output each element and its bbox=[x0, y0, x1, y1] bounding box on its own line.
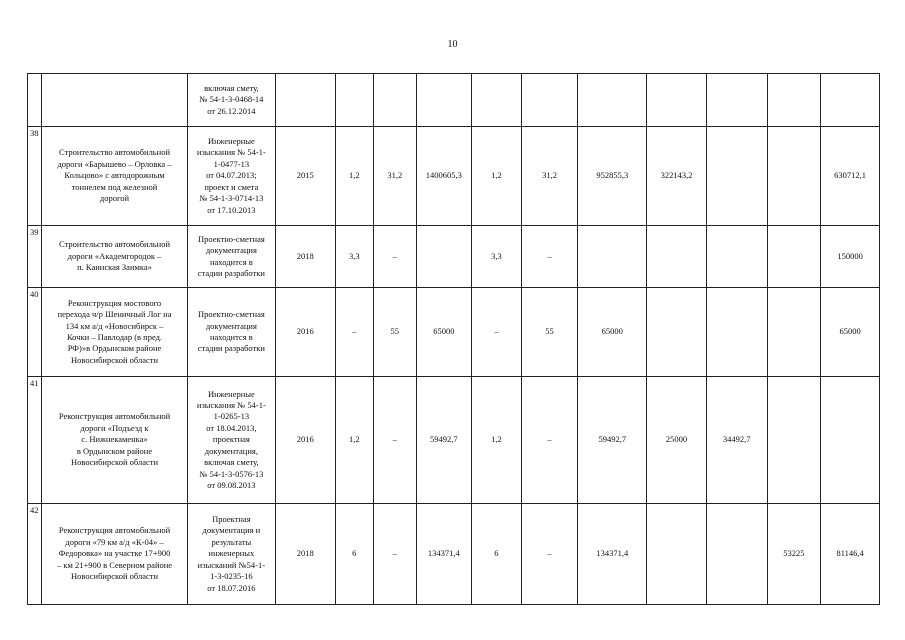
documentation-line: от 04.07.2013; bbox=[206, 170, 257, 181]
row-number: 41 bbox=[28, 377, 42, 504]
documentation-line: результаты bbox=[211, 536, 252, 547]
cell-cost-4 bbox=[706, 127, 767, 226]
cell-cost-total: 65000 bbox=[416, 288, 472, 377]
project-name-line: Новосибирской области bbox=[70, 571, 159, 582]
cell-cost-2: 59492,7 bbox=[578, 377, 647, 504]
cell-length-3: 1,2 bbox=[472, 127, 522, 226]
documentation bbox=[187, 74, 275, 127]
cell-length-3: 3,3 bbox=[472, 226, 522, 288]
cell-year: 2015 bbox=[275, 127, 335, 226]
documentation-line: изысканий №54-1- bbox=[197, 559, 266, 570]
cell-cost-6: 150000 bbox=[821, 226, 880, 288]
cell-length-3: – bbox=[472, 288, 522, 377]
project-name-line: РФ)»в Ордынском районе bbox=[67, 343, 162, 354]
project-name-line: Реконструкция мостового bbox=[67, 297, 162, 308]
documentation-line: от 17.10.2013 bbox=[207, 204, 256, 215]
row-number: 40 bbox=[28, 288, 42, 377]
cell-length-4: – bbox=[521, 226, 578, 288]
cell-cost-total: 1400605,3 bbox=[416, 127, 472, 226]
cell-cost-2: 65000 bbox=[578, 288, 647, 377]
project-name bbox=[42, 377, 188, 504]
cell-year: 2016 bbox=[275, 377, 335, 504]
cell-length-1: 1,2 bbox=[335, 377, 373, 504]
project-name bbox=[42, 226, 188, 288]
project-name-line: – км 21+900 в Северном районе bbox=[56, 559, 173, 570]
cell-cost-5: 53225 bbox=[767, 504, 821, 605]
cell-cost-3 bbox=[647, 74, 707, 127]
cell-cost-4 bbox=[706, 504, 767, 605]
cell-length-2: 31,2 bbox=[374, 127, 416, 226]
cell-length-1: 1,2 bbox=[335, 127, 373, 226]
cell-year bbox=[275, 74, 335, 127]
cell-length-2: – bbox=[374, 226, 416, 288]
documentation bbox=[187, 288, 275, 377]
documentation-line: 1-3-0235-16 bbox=[210, 571, 253, 582]
documentation-line: находится в bbox=[209, 256, 253, 267]
project-name-line: Строительство автомобильной bbox=[58, 147, 171, 158]
cell-length-3: 1,2 bbox=[472, 377, 522, 504]
cell-cost-5 bbox=[767, 127, 821, 226]
cell-length-2: – bbox=[374, 377, 416, 504]
documentation-line: 1-0265-13 bbox=[213, 411, 250, 422]
cell-cost-6 bbox=[821, 74, 880, 127]
documentation-line: от 26.12.2014 bbox=[207, 105, 256, 116]
cell-cost-6: 81146,4 bbox=[821, 504, 880, 605]
project-name-line: в Ордынском районе bbox=[76, 445, 153, 456]
table-row bbox=[28, 504, 880, 605]
cell-cost-total bbox=[416, 74, 472, 127]
project-name-line: 134 км а/д «Новосибирск – bbox=[65, 320, 164, 331]
project-name-line: дороги «Барышево – Орловка – bbox=[57, 158, 172, 169]
project-name-line: тоннелем под железной bbox=[71, 181, 158, 192]
row-number: 39 bbox=[28, 226, 42, 288]
cell-length-2: 55 bbox=[374, 288, 416, 377]
project-name-line: дорогой bbox=[99, 193, 130, 204]
cell-length-4: – bbox=[521, 377, 578, 504]
cell-cost-4 bbox=[706, 74, 767, 127]
documentation bbox=[187, 226, 275, 288]
project-name-line: Новосибирской области bbox=[70, 354, 159, 365]
documentation-line: проект и смета bbox=[204, 181, 259, 192]
project-name bbox=[42, 504, 188, 605]
documentation bbox=[187, 377, 275, 504]
project-name-line: перехода ч/р Шеничный Лог на bbox=[57, 309, 172, 320]
documentation bbox=[187, 127, 275, 226]
cell-cost-total: 134371,4 bbox=[416, 504, 472, 605]
cell-length-1: – bbox=[335, 288, 373, 377]
documentation-line: включая смету, bbox=[204, 457, 259, 468]
cell-length-2 bbox=[374, 74, 416, 127]
cell-cost-2: 952855,3 bbox=[578, 127, 647, 226]
cell-cost-4: 34492,7 bbox=[706, 377, 767, 504]
cell-cost-total bbox=[416, 226, 472, 288]
project-name-line: Реконструкция автомобильной bbox=[58, 411, 171, 422]
project-name bbox=[42, 74, 188, 127]
cell-cost-5 bbox=[767, 377, 821, 504]
cell-cost-5 bbox=[767, 74, 821, 127]
cell-length-1: 3,3 bbox=[335, 226, 373, 288]
project-name-line: Строительство автомобильной bbox=[58, 239, 171, 250]
cell-cost-3 bbox=[647, 288, 707, 377]
project-name-line: Новосибирской области bbox=[70, 457, 159, 468]
cell-cost-3 bbox=[647, 504, 707, 605]
documentation-line: проектная bbox=[212, 434, 250, 445]
project-name-line: Федоровка» на участке 17+900 bbox=[58, 548, 171, 559]
project-name bbox=[42, 288, 188, 377]
cell-cost-6 bbox=[821, 377, 880, 504]
cell-cost-5 bbox=[767, 226, 821, 288]
table-row bbox=[28, 377, 880, 504]
project-name-line: дороги «79 км а/д «К-04» – bbox=[65, 536, 164, 547]
cell-cost-5 bbox=[767, 288, 821, 377]
cell-length-3 bbox=[472, 74, 522, 127]
table-row bbox=[28, 127, 880, 226]
table-row bbox=[28, 288, 880, 377]
project-name-line: Кольцово» с автодорожным bbox=[64, 170, 165, 181]
documentation-line: стадии разработки bbox=[197, 343, 265, 354]
documentation-line: от 09.08.2013 bbox=[207, 479, 256, 490]
row-number: 42 bbox=[28, 504, 42, 605]
cell-length-1: 6 bbox=[335, 504, 373, 605]
page-number: 10 bbox=[447, 39, 458, 50]
project-name-line: дороги «Подъезд к bbox=[80, 422, 149, 433]
documentation-line: документация bbox=[205, 320, 257, 331]
cell-cost-3: 25000 bbox=[647, 377, 707, 504]
cell-length-3: 6 bbox=[472, 504, 522, 605]
cell-cost-3 bbox=[647, 226, 707, 288]
project-name-line: Кочки – Павлодар (в пред. bbox=[66, 332, 163, 342]
cell-length-4: 31,2 bbox=[521, 127, 578, 226]
documentation-line: Проектно-сметная bbox=[198, 233, 265, 244]
project-name-line: дороги «Академгородок – bbox=[67, 250, 162, 261]
documentation-line: Инженерные bbox=[207, 136, 255, 147]
documentation-line: 1-0477-13 bbox=[213, 158, 250, 169]
cell-cost-3: 322143,2 bbox=[647, 127, 707, 226]
documentation-line: Проектно-сметная bbox=[198, 309, 265, 320]
documentation-line: документация, bbox=[204, 445, 258, 456]
documentation-line: изыскания № 54-1- bbox=[196, 147, 266, 158]
cell-cost-2: 134371,4 bbox=[578, 504, 647, 605]
documentation-line: № 54-1-3-0468-14 bbox=[199, 94, 264, 105]
project-name-line: с. Нижнекаменка» bbox=[81, 434, 148, 445]
table-row bbox=[28, 226, 880, 288]
documentation-line: документация bbox=[205, 245, 257, 256]
documentation-line: Проектная bbox=[212, 514, 251, 525]
cell-year: 2018 bbox=[275, 504, 335, 605]
documentation-line: включая смету, bbox=[204, 82, 259, 93]
documentation-line: изыскания № 54-1- bbox=[196, 400, 266, 411]
road-projects-table bbox=[27, 73, 880, 605]
row-number bbox=[28, 74, 42, 127]
cell-cost-2 bbox=[578, 74, 647, 127]
cell-length-4 bbox=[521, 74, 578, 127]
cell-cost-6: 65000 bbox=[821, 288, 880, 377]
documentation-line: от 18.07.2016 bbox=[207, 582, 256, 593]
documentation-line: Инженерные bbox=[207, 388, 255, 399]
documentation bbox=[187, 504, 275, 605]
table-row bbox=[28, 74, 880, 127]
cell-year: 2016 bbox=[275, 288, 335, 377]
documentation-line: № 54-1-3-0576-13 bbox=[199, 468, 264, 479]
cell-length-1 bbox=[335, 74, 373, 127]
cell-cost-2 bbox=[578, 226, 647, 288]
cell-year: 2018 bbox=[275, 226, 335, 288]
documentation-line: инженерных bbox=[208, 548, 255, 559]
cell-length-4: 55 bbox=[521, 288, 578, 377]
project-name-line: п. Каинская Заимка» bbox=[77, 262, 152, 273]
documentation-line: находится в bbox=[209, 332, 253, 342]
cell-cost-total: 59492,7 bbox=[416, 377, 472, 504]
cell-length-2: – bbox=[374, 504, 416, 605]
documentation-line: документация и bbox=[202, 525, 261, 536]
project-name-line: Реконструкция автомобильной bbox=[58, 525, 171, 536]
row-number: 38 bbox=[28, 127, 42, 226]
documentation-line: стадии разработки bbox=[197, 267, 265, 278]
documentation-line: № 54-1-3-0714-13 bbox=[199, 193, 264, 204]
cell-cost-4 bbox=[706, 288, 767, 377]
project-name bbox=[42, 127, 188, 226]
cell-length-4: – bbox=[521, 504, 578, 605]
documentation-line: от 18.04.2013, bbox=[206, 422, 257, 433]
cell-cost-4 bbox=[706, 226, 767, 288]
cell-cost-6: 630712,1 bbox=[821, 127, 880, 226]
